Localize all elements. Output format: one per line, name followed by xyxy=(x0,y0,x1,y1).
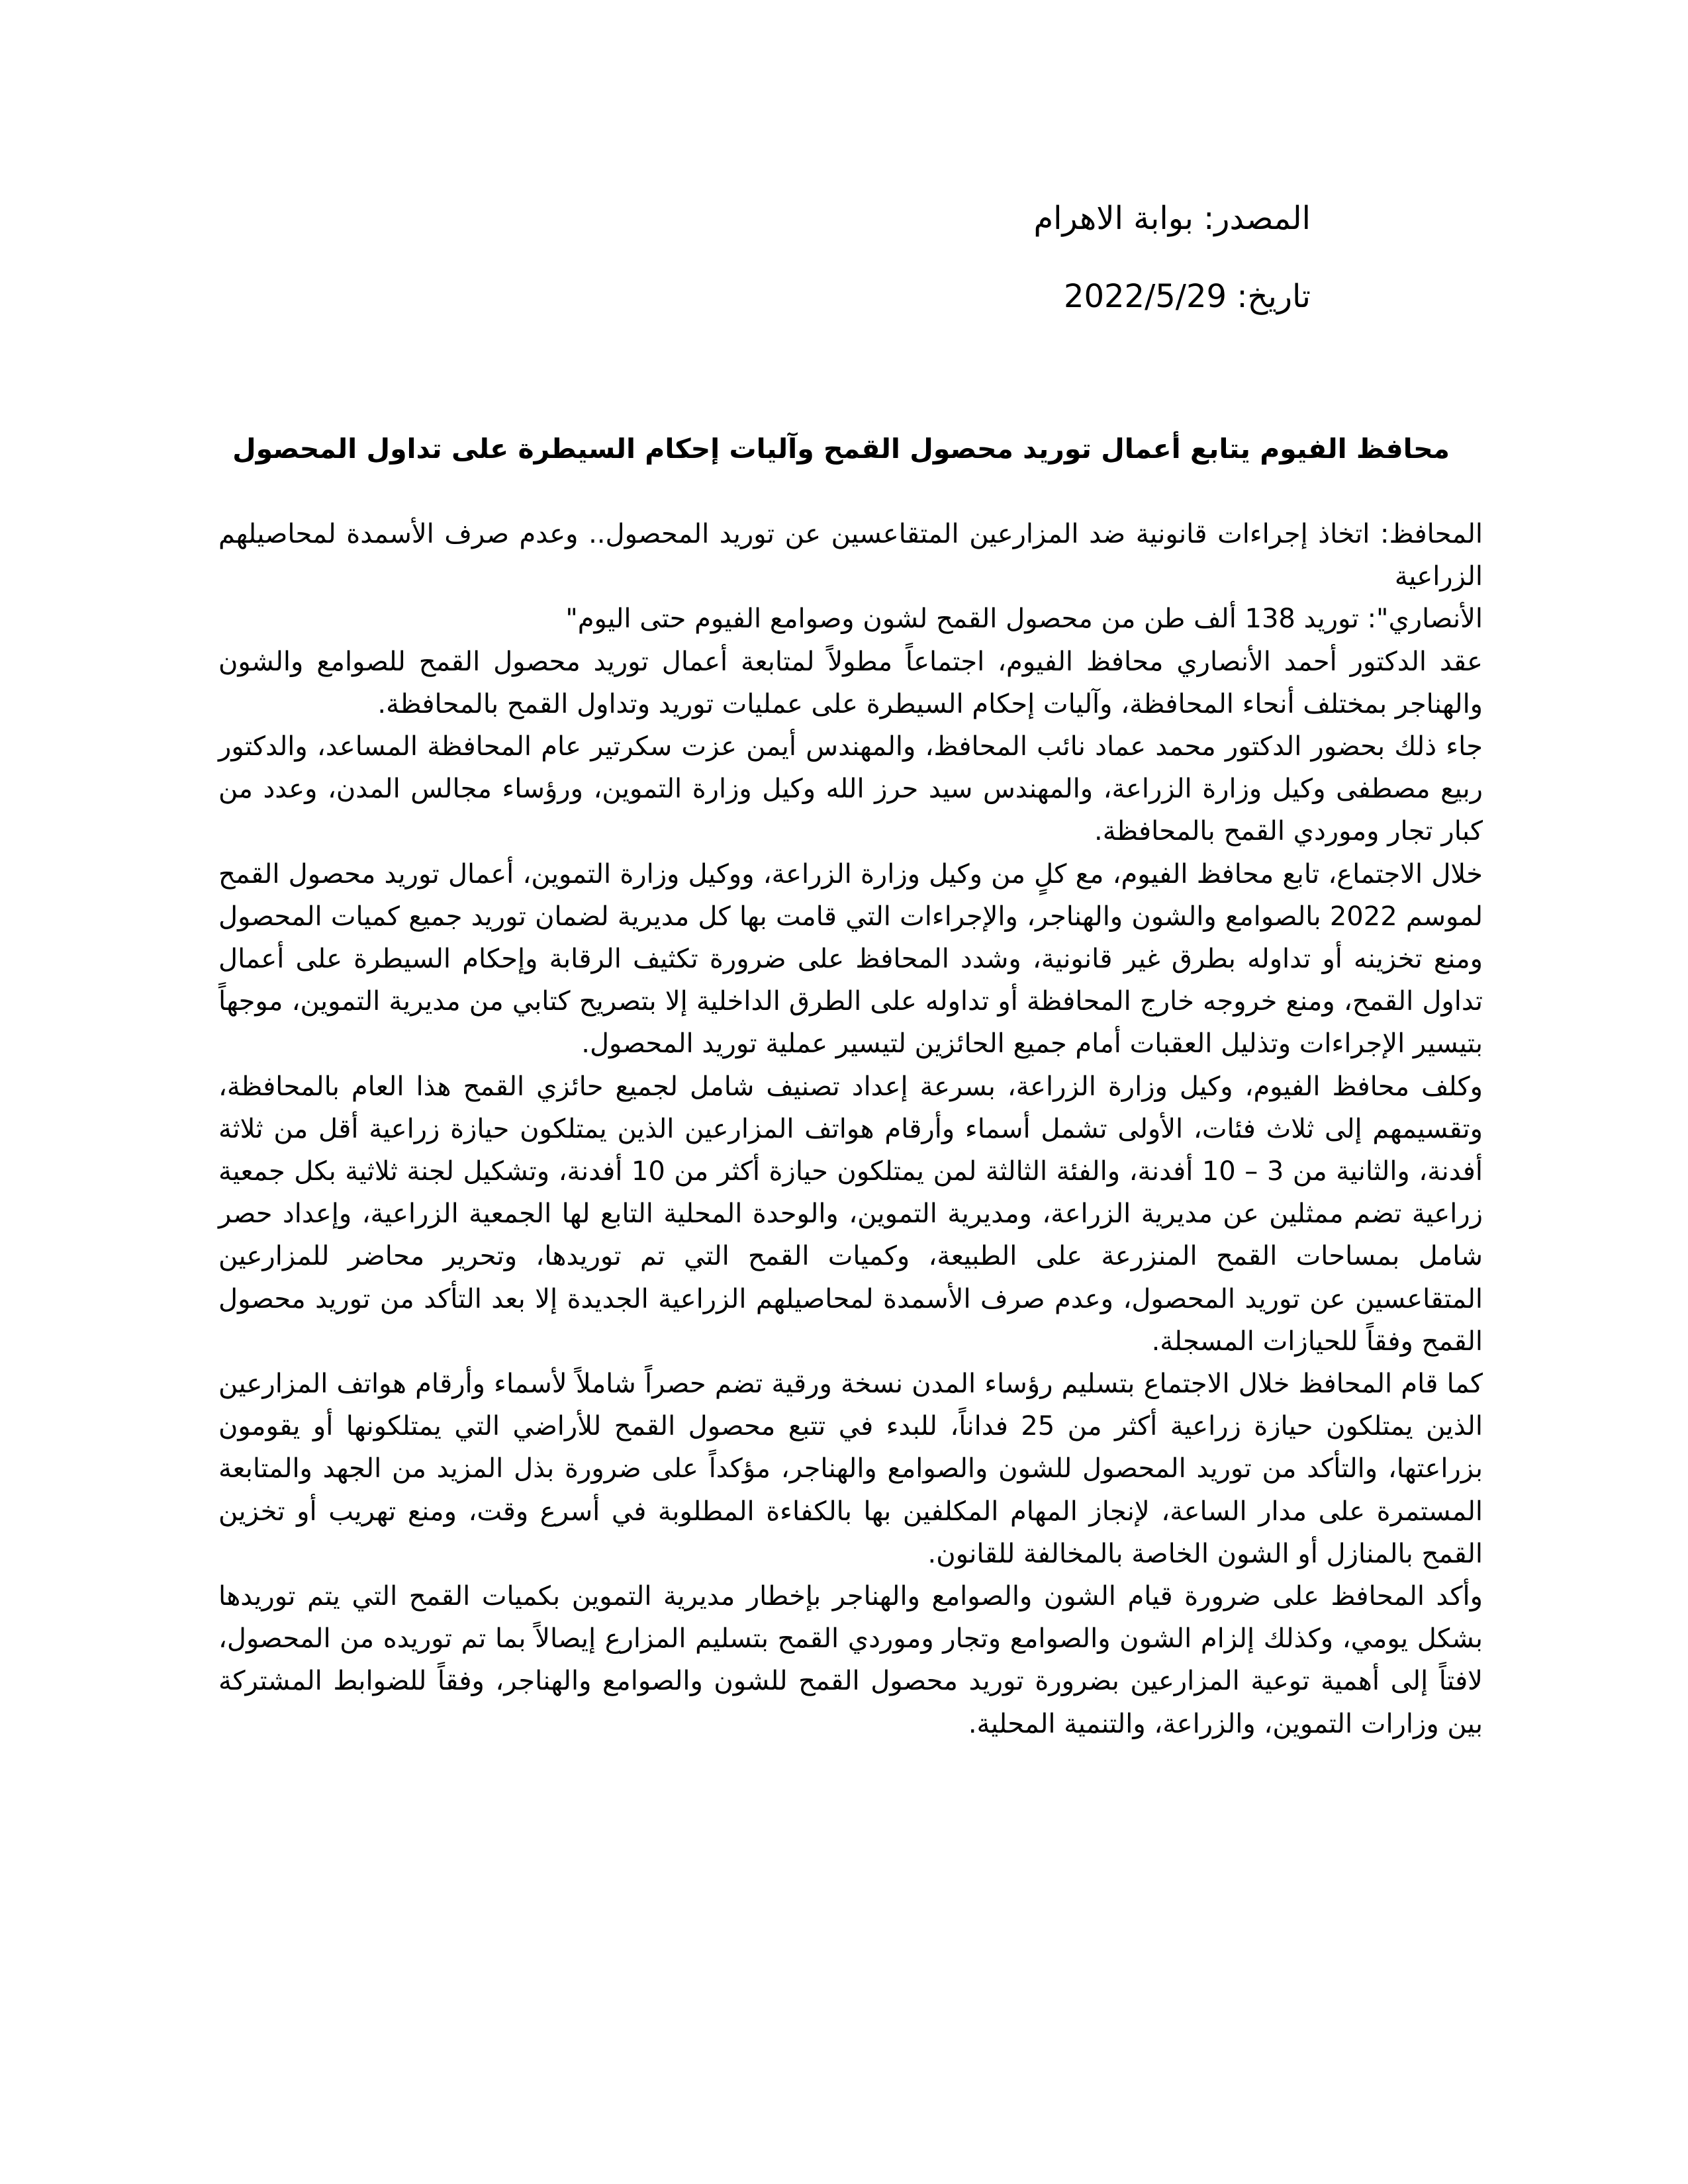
body-paragraph: وكلف محافظ الفيوم، وكيل وزارة الزراعة، بسرعة إعداد تصنيف شامل لجميع حائزي القمح هذا العام بالمحافظة، وتقسيمهم إلى ثلاث فئات، الأولى تشمل أسماء وأرقام هواتف المزارعين الذين يمتلكون حيازة زراعية أقل من ثلاثة أفدنة، والثانية من 3 – 10 أفدنة، والفئة الثالثة لمن يمتلكون حيازة أكثر من 10 أفدنة، وتشكيل لجنة ثلاثية بكل جمعية زراعية تضم ممثلين عن مديرية الزراعة، ومديرية التموين، والوحدة المحلية التابع لها الجمعية الزراعية، وإعداد حصر شامل بمساحات القمح المنزرعة على الطبيعة، وكميات القمح التي تم توريدها، وتحرير محاضر للمزارعين المتقاعسين عن توريد المحصول، وعدم صرف الأسمدة لمحاصيلهم الزراعية الجديدة إلا بعد التأكد من توريد محصول القمح وفقاً للحيازات المسجلة. xyxy=(218,1071,1483,1357)
date-line: تاريخ: 2022/5/29 xyxy=(1063,278,1311,315)
source-line: المصدر: بوابة الاهرام xyxy=(1033,200,1311,237)
body-paragraph: كما قام المحافظ خلال الاجتماع بتسليم رؤساء المدن نسخة ورقية تضم حصراً شاملاً لأسماء وأرقام هواتف المزارعين الذين يمتلكون حيازة زراعية أكثر من 25 فداناً، للبدء في تتبع محصول القمح للأراضي التي يمتلكونها أو يقومون بزراعتها، والتأكد من توريد المحصول للشون والصوامع والهناجر، مؤكداً على ضرورة بذل المزيد من الجهد والمتابعة المستمرة على مدار الساعة، لإنجاز المهام المكلفين بها بالكفاءة المطلوبة في أسرع وقت، ومنع تهريب أو تخزين القمح بالمنازل أو الشون الخاصة بالمخالفة للقانون. xyxy=(218,1369,1483,1569)
body-paragraph: جاء ذلك بحضور الدكتور محمد عماد نائب المحافظ، والمهندس أيمن عزت سكرتير عام المحافظة المساعد، والدكتور ربيع مصطفى وكيل وزارة الزراعة، والمهندس سيد حرز الله وكيل وزارة التموين، ورؤساء مجالس المدن، وعدد من كبار تجار وموردي القمح بالمحافظة. xyxy=(218,731,1483,847)
body-paragraph: خلال الاجتماع، تابع محافظ الفيوم، مع كلٍ من وكيل وزارة الزراعة، ووكيل وزارة التموين، أعمال توريد محصول القمح لموسم 2022 بالصوامع والشون والهناجر، والإجراءات التي قامت بها كل مديرية لضمان توريد جميع كميات المحصول ومنع تخزينه أو تداوله بطرق غير قانونية، وشدد المحافظ على ضرورة تكثيف الرقابة وإحكام السيطرة على أعمال تداول القمح، ومنع خروجه خارج المحافظة أو تداوله على الطرق الداخلية إلا بتصريح كتابي من مديرية التموين، موجهاً بتيسير الإجراءات وتذليل العقبات أمام جميع الحائزين لتيسير عملية توريد المحصول. xyxy=(218,858,1483,1060)
article-title: محافظ الفيوم يتابع أعمال توريد محصول القمح وآليات إحكام السيطرة على تداول المحصول xyxy=(232,433,1450,465)
quote-paragraph: الأنصاري": توريد 138 ألف طن من محصول القمح لشون وصوامع الفيوم حتى اليوم" xyxy=(565,604,1483,635)
article-body xyxy=(218,513,1483,1745)
body-paragraph: عقد الدكتور أحمد الأنصاري محافظ الفيوم، اجتماعاً مطولاً لمتابعة أعمال توريد محصول القمح للصوامع والشون والهناجر بمختلف أنحاء المحافظة، وآليات إحكام السيطرة على عمليات توريد وتداول القمح بالمحافظة. xyxy=(218,646,1483,719)
body-paragraph: وأكد المحافظ على ضرورة قيام الشون والصوامع والهناجر بإخطار مديرية التموين بكميات القمح التي يتم توريدها بشكل يومي، وكذلك إلزام الشون والصوامع وتجار وموردي القمح بتسليم المزارع إيصالاً بما تم توريده من المحصول، لافتاً إلى أهمية توعية المزارعين بضرورة توريد محصول القمح للشون والصوامع والهناجر، وفقاً للضوابط المشتركة بين وزارات التموين، والزراعة، والتنمية المحلية. xyxy=(218,1581,1483,1739)
subheading-paragraph: المحافظ: اتخاذ إجراءات قانونية ضد المزارعين المتقاعسين عن توريد المحصول.. وعدم صرف الأسمدة لمحاصيلهم الزراعية xyxy=(218,519,1483,592)
